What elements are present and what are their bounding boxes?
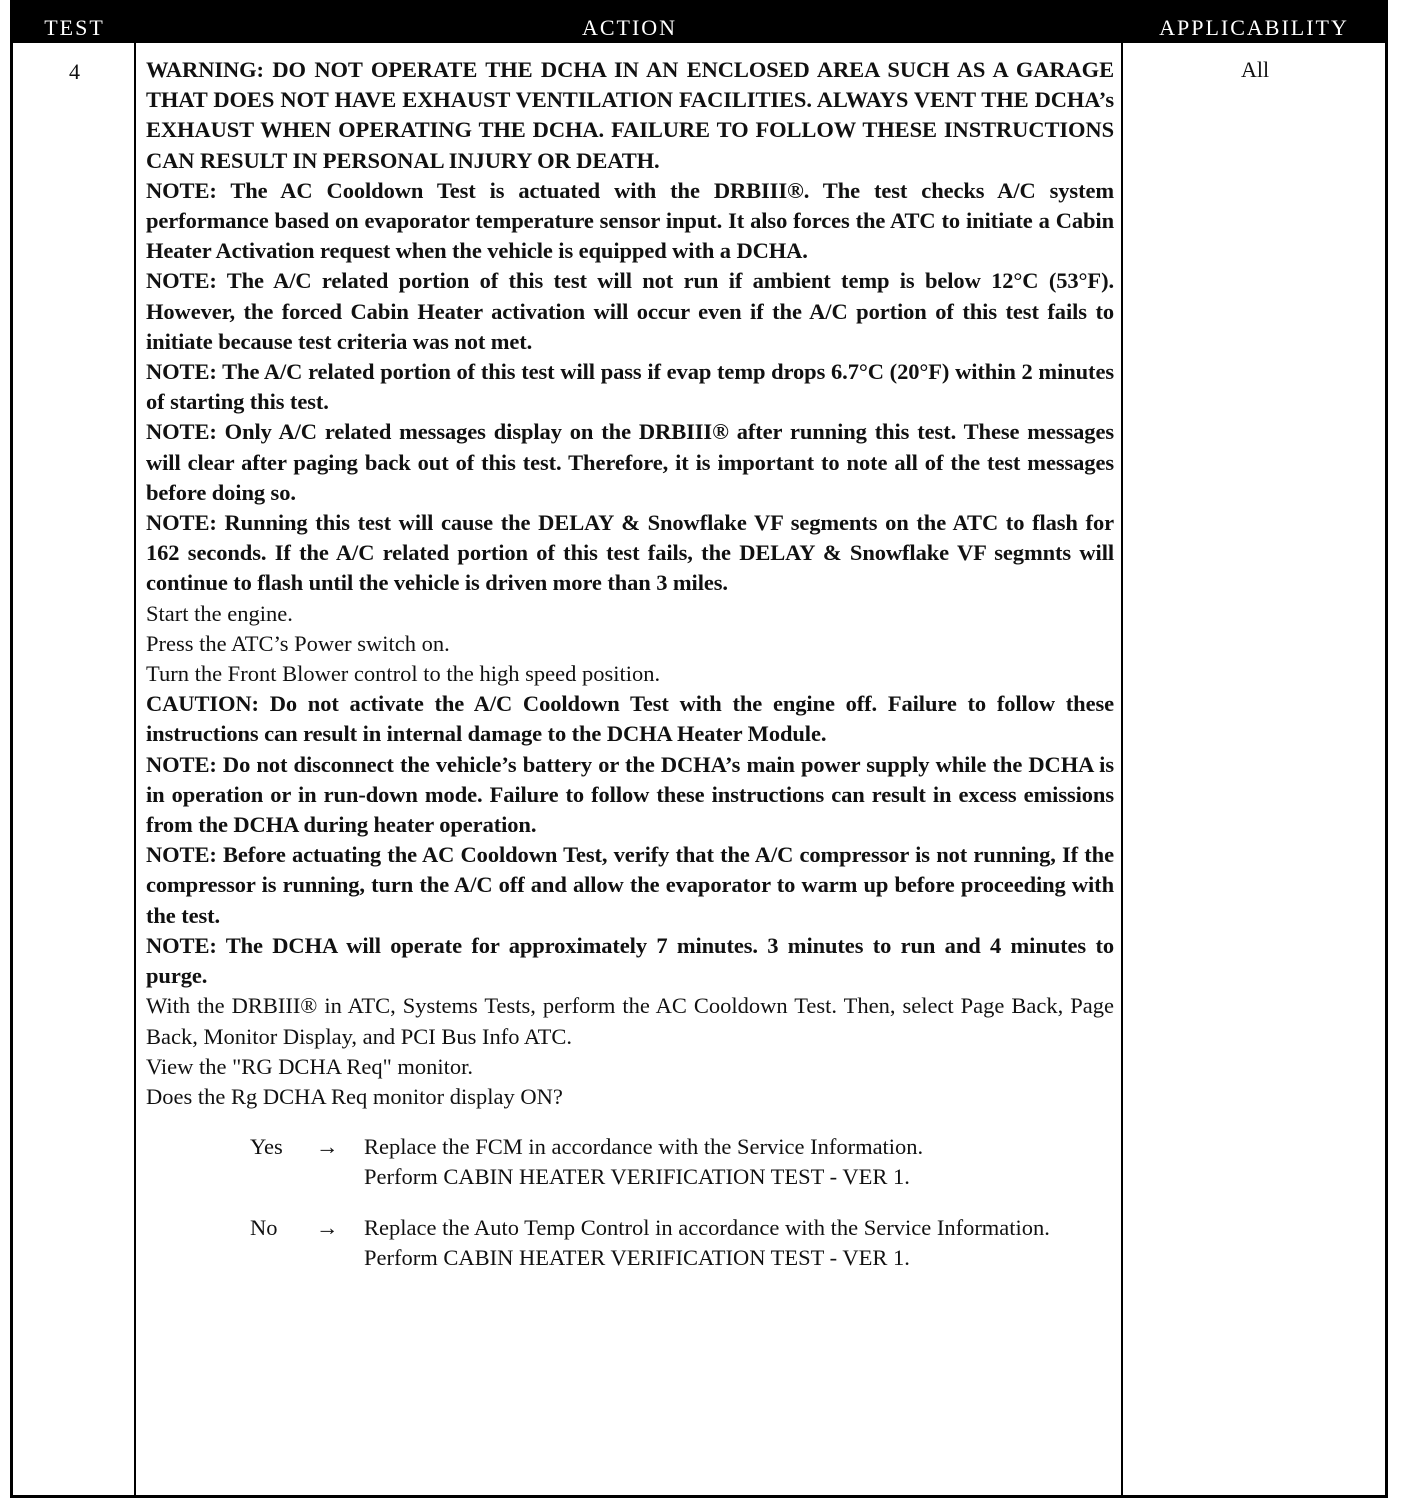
result-branch-no xyxy=(146,1213,1114,1273)
header-test: TEST xyxy=(44,15,105,40)
applicability-value: All xyxy=(1240,57,1270,82)
action-paragraph: With the DRBIII® in ATC, Systems Tests, perform the AC Cooldown Test. Then, select Page Back, Page Back, Monitor Display, and PCI Bus Info ATC. xyxy=(146,993,1114,1049)
arrow-right-icon: → xyxy=(316,1214,339,1240)
result-label: Yes xyxy=(250,1134,283,1160)
column-divider-test xyxy=(134,43,136,1495)
action-cell xyxy=(146,55,1114,1273)
result-line: Replace the Auto Temp Control in accordance with the Service Information. xyxy=(364,1214,1050,1240)
action-paragraph: NOTE: The A/C related portion of this test will pass if evap temp drops 6.7°C (20°F) within 2 minutes of starting this test. xyxy=(146,359,1114,415)
action-paragraph: NOTE: Only A/C related messages display on the DRBIII® after running this test. These messages will clear after paging back out of this test. Therefore, it is important to note all of the test messages before doing so. xyxy=(146,419,1114,505)
action-paragraph: CAUTION: Do not activate the A/C Cooldown Test with the engine off. Failure to follow these instructions can result in internal damage to the DCHA Heater Module. xyxy=(146,691,1114,747)
result-text xyxy=(364,1132,1114,1192)
action-paragraph: Start the engine. xyxy=(146,600,293,626)
action-paragraph: NOTE: Running this test will cause the DELAY & Snowflake VF segments on the ATC to flash for 162 seconds. If the A/C related portion of this test fails, the DELAY & Snowflake VF segmnts will continue to flash until the vehicle is driven more than 3 miles. xyxy=(146,510,1114,596)
diagnostic-table xyxy=(10,0,1388,1498)
header-applicability: APPLICABILITY xyxy=(1159,15,1349,40)
table-header xyxy=(13,3,1385,43)
arrow-right-icon: → xyxy=(316,1134,339,1160)
result-branch-yes xyxy=(146,1132,1114,1192)
action-paragraph: NOTE: The AC Cooldown Test is actuated with the DRBIII®. The test checks A/C system performance based on evaporator temperature sensor input. It also forces the ATC to initiate a Cabin Heater Activation request when the vehicle is equipped with a DCHA. xyxy=(146,177,1114,264)
result-label: No xyxy=(250,1214,278,1240)
action-paragraph: WARNING: DO NOT OPERATE THE DCHA IN AN ENCLOSED AREA SUCH AS A GARAGE THAT DOES NOT HAVE EXHAUST VENTILATION FACILITIES. ALWAYS VENT THE DCHA’s EXHAUST WHEN OPERATING THE DCHA. FAILURE TO FOLLOW THESE INSTRUCTIONS CAN RESULT IN PERSONAL INJURY OR DEATH. xyxy=(146,57,1114,173)
test-number: 4 xyxy=(69,59,80,84)
column-divider-applicability xyxy=(1121,43,1123,1495)
action-paragraph: Press the ATC’s Power switch on. xyxy=(146,630,450,656)
result-line: Perform CABIN HEATER VERIFICATION TEST - VER 1. xyxy=(364,1244,910,1270)
action-paragraph: NOTE: The DCHA will operate for approximately 7 minutes. 3 minutes to run and 4 minutes to purge. xyxy=(146,932,1114,989)
result-text xyxy=(364,1213,1114,1273)
action-paragraph: Does the Rg DCHA Req monitor display ON? xyxy=(146,1083,563,1109)
action-paragraphs xyxy=(146,55,1114,1112)
action-paragraph: NOTE: Before actuating the AC Cooldown Test, verify that the A/C compressor is not running, If the compressor is running, turn the A/C off and allow the evaporator to warm up before proceeding with the test. xyxy=(146,842,1114,928)
result-line: Replace the FCM in accordance with the Service Information. xyxy=(364,1134,924,1160)
header-action: ACTION xyxy=(581,15,678,40)
action-results xyxy=(146,1132,1114,1273)
action-paragraph: NOTE: Do not disconnect the vehicle’s battery or the DCHA’s main power supply while the DCHA is in operation or in run-down mode. Failure to follow these instructions can result in excess emissions from the DCHA during heater operation. xyxy=(146,751,1114,838)
action-paragraph: NOTE: The A/C related portion of this test will not run if ambient temp is below 12°C (53°F). However, the forced Cabin Heater activation will occur even if the A/C portion of this test fails to initiate because test criteria was not met. xyxy=(146,268,1114,354)
action-paragraph: Turn the Front Blower control to the high speed position. xyxy=(146,661,661,687)
action-paragraph: View the "RG DCHA Req" monitor. xyxy=(146,1053,474,1079)
result-line: Perform CABIN HEATER VERIFICATION TEST - VER 1. xyxy=(364,1164,910,1190)
